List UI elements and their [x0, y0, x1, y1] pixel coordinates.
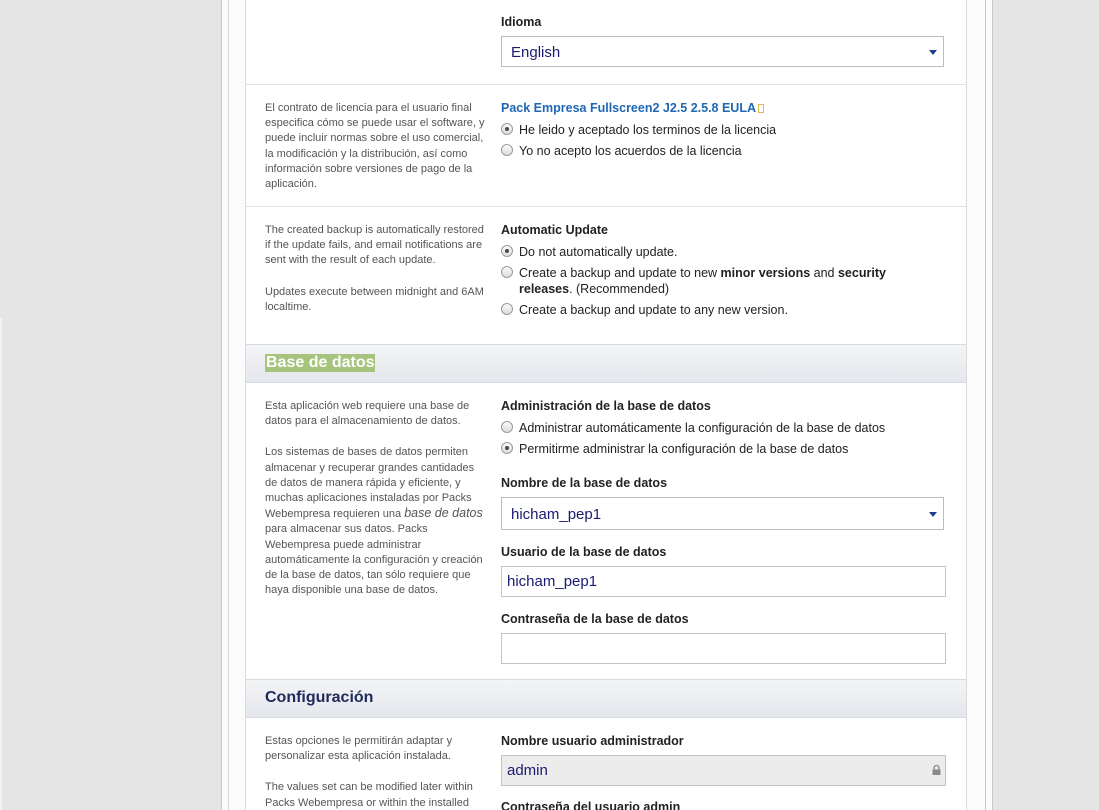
- database-section-header: [246, 344, 966, 383]
- auto-update-option-minor[interactable]: [501, 265, 901, 297]
- auto-update-description-1: The created backup is automatically restored if the update fails, and email notifications are sent with the result of each update.: [265, 224, 484, 267]
- option-text: . (Recommended): [569, 282, 670, 296]
- option-text: and: [810, 266, 838, 280]
- option-bold-text: minor versions: [720, 266, 811, 280]
- db-admin-auto-option[interactable]: [501, 420, 947, 436]
- frame-divider-right: [985, 0, 986, 810]
- license-accept-label: He leido y aceptado los terminos de la licencia: [519, 123, 777, 137]
- document-icon: [758, 104, 764, 113]
- configuration-section-title: Configuración: [265, 689, 374, 706]
- license-description: [265, 101, 485, 208]
- option-text: Create a backup and update to new: [519, 266, 721, 280]
- description-emphasis: base de datos: [404, 506, 483, 521]
- db-user-label: Usuario de la base de datos: [501, 545, 667, 559]
- auto-update-none-radio[interactable]: [501, 245, 513, 257]
- language-select[interactable]: [501, 36, 944, 67]
- db-password-label: Contraseña de la base de datos: [501, 612, 689, 626]
- description-text: Los sistemas de bases de datos permiten almacenar y recuperar grandes cantidades de datos de manera rápida y eficiente, y muchas aplicaciones instaladas por Packs Webempresa requieren una: [265, 446, 475, 521]
- license-decline-label: Yo no acepto los acuerdos de la licencia: [519, 144, 742, 158]
- license-accept-option[interactable]: [501, 122, 947, 138]
- license-decline-radio[interactable]: [501, 144, 513, 156]
- license-decline-option[interactable]: [501, 143, 947, 159]
- chevron-down-icon: [929, 50, 937, 55]
- auto-update-minor-radio[interactable]: [501, 266, 513, 278]
- row-divider: [246, 84, 966, 85]
- configuration-description-1: Estas opciones le permitirán adaptar y personalizar esta aplicación instalada.: [265, 735, 453, 763]
- auto-update-none-label: Do not automatically update.: [519, 245, 678, 259]
- window-edge: [0, 318, 2, 810]
- db-name-select-value: hicham_pep1: [511, 506, 602, 523]
- install-form-panel: [245, 0, 967, 810]
- database-description-1: Esta aplicación web requiere una base de datos para el almacenamiento de datos.: [265, 400, 470, 428]
- language-label: Idioma: [501, 15, 542, 29]
- admin-password-label: Contraseña del usuario admin: [501, 800, 681, 810]
- auto-update-any-label: Create a backup and update to any new version.: [519, 303, 788, 317]
- database-description-2: [265, 445, 485, 598]
- db-admin-auto-radio[interactable]: [501, 421, 513, 433]
- admin-user-input[interactable]: [501, 755, 946, 786]
- configuration-section-header: [246, 679, 966, 718]
- lock-icon: [932, 765, 941, 775]
- frame-divider-left: [228, 0, 229, 810]
- auto-update-description: [265, 223, 485, 331]
- db-password-input[interactable]: [501, 633, 946, 664]
- license-description-text: El contrato de licencia para el usuario final especifica cómo se puede usar el software, y puede incluir normas sobre el uso comercial, la modificación y la distribución, así como información sobre versiones de pago de la aplicación.: [265, 102, 485, 191]
- db-admin-manual-option[interactable]: [501, 441, 947, 457]
- license-accept-radio[interactable]: [501, 123, 513, 135]
- auto-update-description-2: Updates execute between midnight and 6AM localtime.: [265, 285, 484, 313]
- configuration-description-2: The values set can be modified later within Packs Webempresa or within the installed: [265, 781, 473, 809]
- language-select-value: English: [511, 44, 561, 61]
- db-admin-auto-label: Administrar automáticamente la configuración de la base de datos: [519, 421, 886, 435]
- auto-update-label: Automatic Update: [501, 223, 608, 237]
- description-text: para almacenar sus datos. Packs Webempresa puede administrar automáticamente la configuración y creación de la base de datos, tan sólo requiere que haya disponible una base de datos.: [265, 523, 483, 597]
- admin-user-field[interactable]: [501, 755, 946, 786]
- db-admin-manual-radio[interactable]: [501, 442, 513, 454]
- database-section-title: Base de datos: [266, 354, 375, 371]
- configuration-description: [265, 734, 485, 810]
- db-name-select[interactable]: [501, 497, 944, 530]
- admin-user-label: Nombre usuario administrador: [501, 734, 684, 748]
- auto-update-minor-label: [519, 265, 901, 297]
- auto-update-option-none[interactable]: [501, 244, 947, 260]
- db-admin-manual-label: Permitirme administrar la configuración de la base de datos: [519, 442, 849, 456]
- db-admin-label: Administración de la base de datos: [501, 399, 711, 413]
- option-bold-text: security releases: [519, 266, 886, 296]
- eula-link-text[interactable]: Pack Empresa Fullscreen2 J2.5 2.5.8 EULA: [501, 101, 756, 115]
- db-name-label: Nombre de la base de datos: [501, 476, 668, 490]
- chevron-down-icon: [929, 512, 937, 517]
- auto-update-option-any[interactable]: [501, 302, 947, 318]
- auto-update-any-radio[interactable]: [501, 303, 513, 315]
- db-user-input[interactable]: [501, 566, 946, 597]
- eula-link[interactable]: [501, 101, 764, 115]
- database-description: [265, 399, 485, 614]
- row-divider: [246, 206, 966, 207]
